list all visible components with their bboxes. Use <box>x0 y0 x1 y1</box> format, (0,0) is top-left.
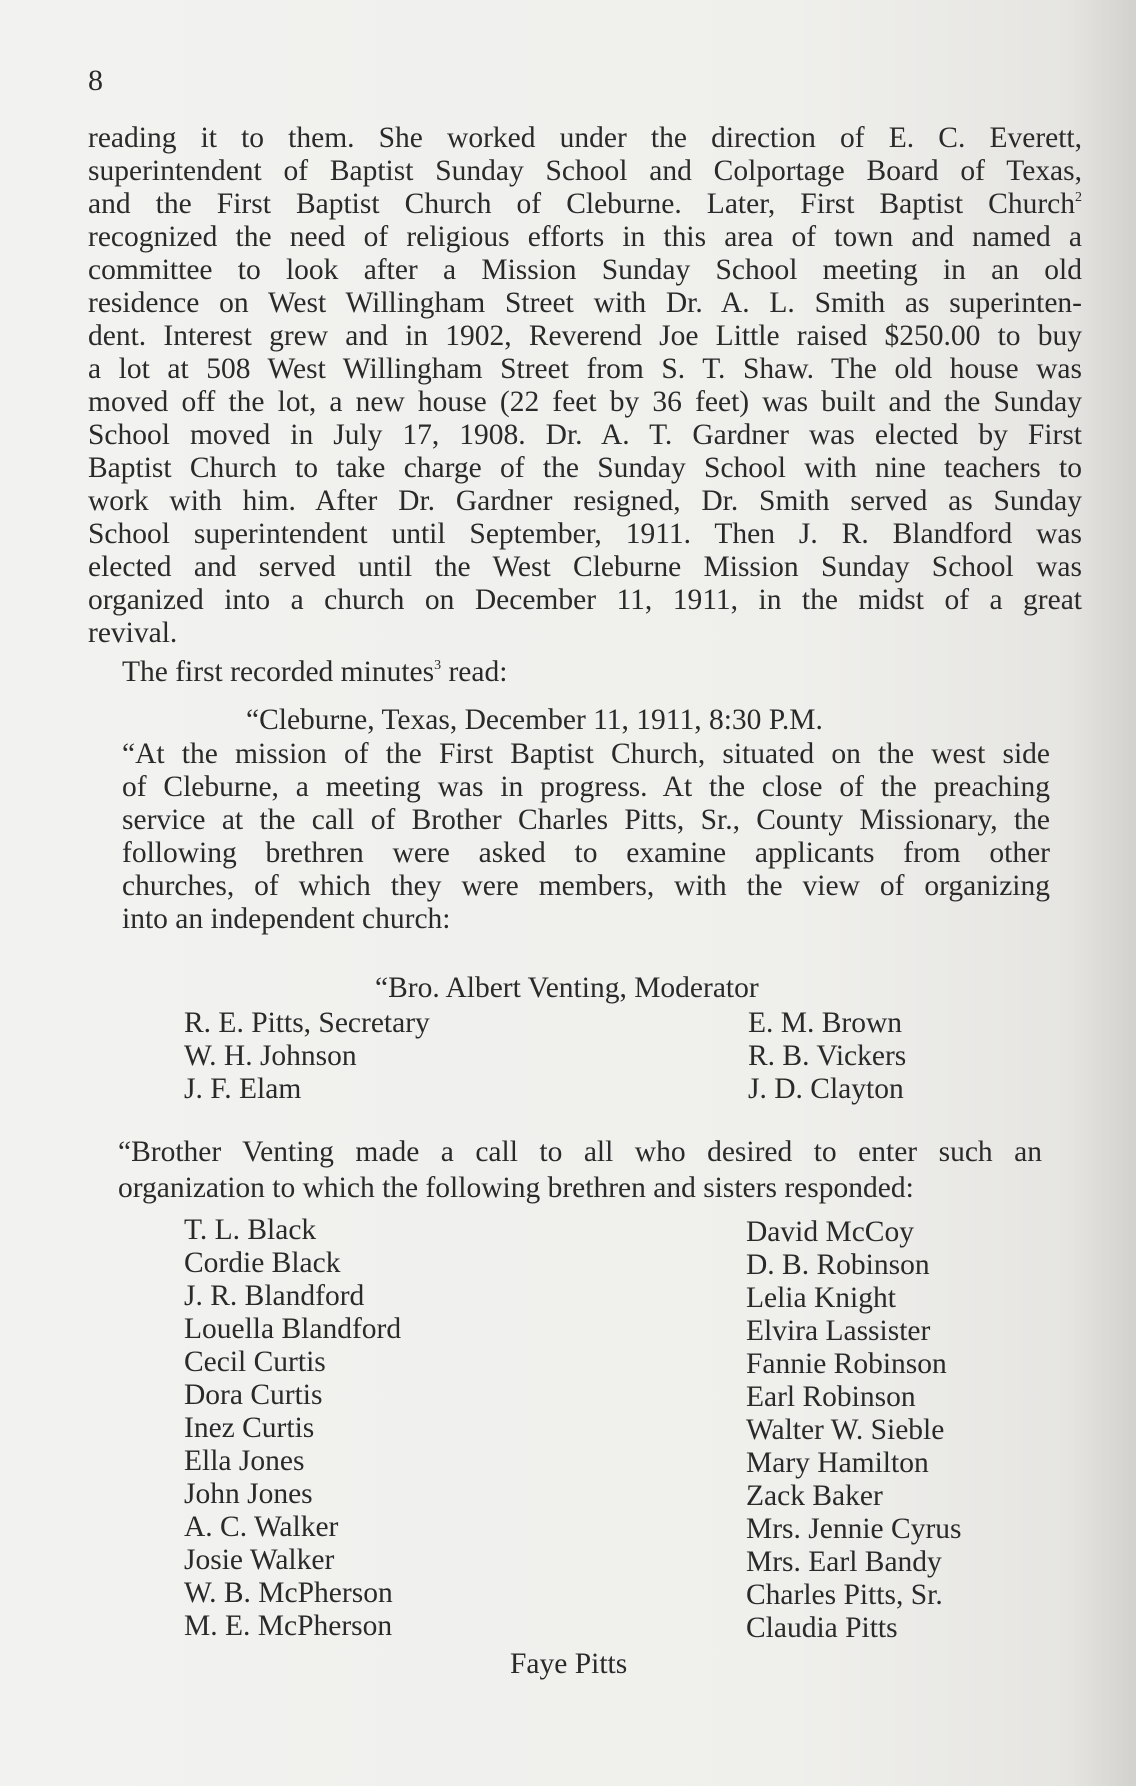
body-line: moved off the lot, a new house (22 feet by 36 feet) was built and the Sunday <box>88 386 1082 418</box>
member-name: Charles Pitts, Sr. <box>746 1579 943 1611</box>
body-line: residence on West Willingham Street with Dr. A. L. Smith as superinten- <box>88 287 1082 319</box>
members-left-column <box>184 1214 401 1643</box>
member-name: A. C. Walker <box>184 1511 339 1543</box>
minutes-line: churches, of which they were members, with the view of organizing <box>122 870 1050 902</box>
member-name: T. L. Black <box>184 1214 317 1246</box>
body-line: elected and served until the West Cleburne Mission Sunday School was <box>88 551 1082 583</box>
member-name: Dora Curtis <box>184 1379 323 1411</box>
member-name: Claudia Pitts <box>746 1612 898 1644</box>
minutes-paragraph <box>122 738 1050 936</box>
member-name: Mrs. Earl Bandy <box>746 1546 942 1578</box>
member-name: Cecil Curtis <box>184 1346 326 1378</box>
examiner-name: E. M. Brown <box>748 1007 903 1039</box>
member-name: Faye Pitts <box>510 1648 628 1680</box>
member-name: Mrs. Jennie Cyrus <box>746 1513 962 1545</box>
venting-line: organization to which the following brethren and sisters responded: <box>118 1172 914 1204</box>
body-line: reading it to them. She worked under the direction of E. C. Everett, <box>88 122 1082 154</box>
examiners-right-column <box>748 1007 906 1106</box>
examiner-name: J. D. Clayton <box>748 1073 904 1105</box>
venting-paragraph <box>118 1134 1042 1206</box>
body-line: and the First Baptist Church of Cleburne. Later, First Baptist Church$^2$ <box>88 188 1082 220</box>
member-name: Ella Jones <box>184 1445 305 1477</box>
body-line: School moved in July 17, 1908. Dr. A. T. Gardner was elected by First <box>88 419 1082 451</box>
member-name: Lelia Knight <box>746 1282 896 1314</box>
moderator-line: “Bro. Albert Venting, Moderator <box>375 972 759 1004</box>
minutes-intro: The first recorded minutes$^3$ read: <box>122 656 508 688</box>
minutes-line: of Cleburne, a meeting was in progress. At the close of the preaching <box>122 771 1050 803</box>
examiner-name: R. B. Vickers <box>748 1040 907 1072</box>
member-name: Earl Robinson <box>746 1381 916 1413</box>
minutes-line: into an independent church: <box>122 903 451 935</box>
examiner-name: W. H. Johnson <box>184 1040 357 1072</box>
member-name: Cordie Black <box>184 1247 341 1279</box>
member-name: D. B. Robinson <box>746 1249 930 1281</box>
body-line: committee to look after a Mission Sunday School meeting in an old <box>88 254 1082 286</box>
body-line: recognized the need of religious efforts in this area of town and named a <box>88 221 1082 253</box>
body-line: revival. <box>88 617 178 649</box>
examiner-name: R. E. Pitts, Secretary <box>184 1007 430 1039</box>
footnote-marker: 2 <box>1075 190 1082 205</box>
member-name: Fannie Robinson <box>746 1348 947 1380</box>
member-name: David McCoy <box>746 1216 914 1248</box>
member-name: Zack Baker <box>746 1480 883 1512</box>
member-name: Walter W. Sieble <box>746 1414 945 1446</box>
member-name: W. B. McPherson <box>184 1577 393 1609</box>
venting-line: “Brother Venting made a call to all who desired to enter such an <box>118 1136 1042 1168</box>
examiners-left-column <box>184 1007 430 1106</box>
footnote-marker: 3 <box>434 658 442 673</box>
minutes-line: service at the call of Brother Charles Pitts, Sr., County Missionary, the <box>122 804 1050 836</box>
member-name: J. R. Blandford <box>184 1280 365 1312</box>
body-line: work with him. After Dr. Gardner resigned, Dr. Smith served as Sunday <box>88 485 1082 517</box>
page-number: 8 <box>88 64 103 97</box>
member-name: Inez Curtis <box>184 1412 315 1444</box>
body-line: organized into a church on December 11, 1911, in the midst of a great <box>88 584 1082 616</box>
body-paragraph <box>88 122 1082 650</box>
body-line: superintendent of Baptist Sunday School and Colportage Board of Texas, <box>88 155 1082 187</box>
member-name: John Jones <box>184 1478 313 1510</box>
members-right-column <box>746 1216 962 1645</box>
member-name: Mary Hamilton <box>746 1447 929 1479</box>
body-line: a lot at 508 West Willingham Street from S. T. Shaw. The old house was <box>88 353 1082 385</box>
minutes-date-line: “Cleburne, Texas, December 11, 1911, 8:30 P.M. <box>246 704 823 736</box>
member-name: Elvira Lassister <box>746 1315 931 1347</box>
body-line: Baptist Church to take charge of the Sunday School with nine teachers to <box>88 452 1082 484</box>
minutes-line: following brethren were asked to examine applicants from other <box>122 837 1050 869</box>
member-name: M. E. McPherson <box>184 1610 393 1642</box>
member-name: Louella Blandford <box>184 1313 402 1345</box>
body-line: dent. Interest grew and in 1902, Reverend Joe Little raised $250.00 to buy <box>88 320 1082 352</box>
body-line: School superintendent until September, 1911. Then J. R. Blandford was <box>88 518 1082 550</box>
member-name: Josie Walker <box>184 1544 335 1576</box>
examiner-name: J. F. Elam <box>184 1073 302 1105</box>
minutes-line: “At the mission of the First Baptist Church, situated on the west side <box>122 738 1050 770</box>
